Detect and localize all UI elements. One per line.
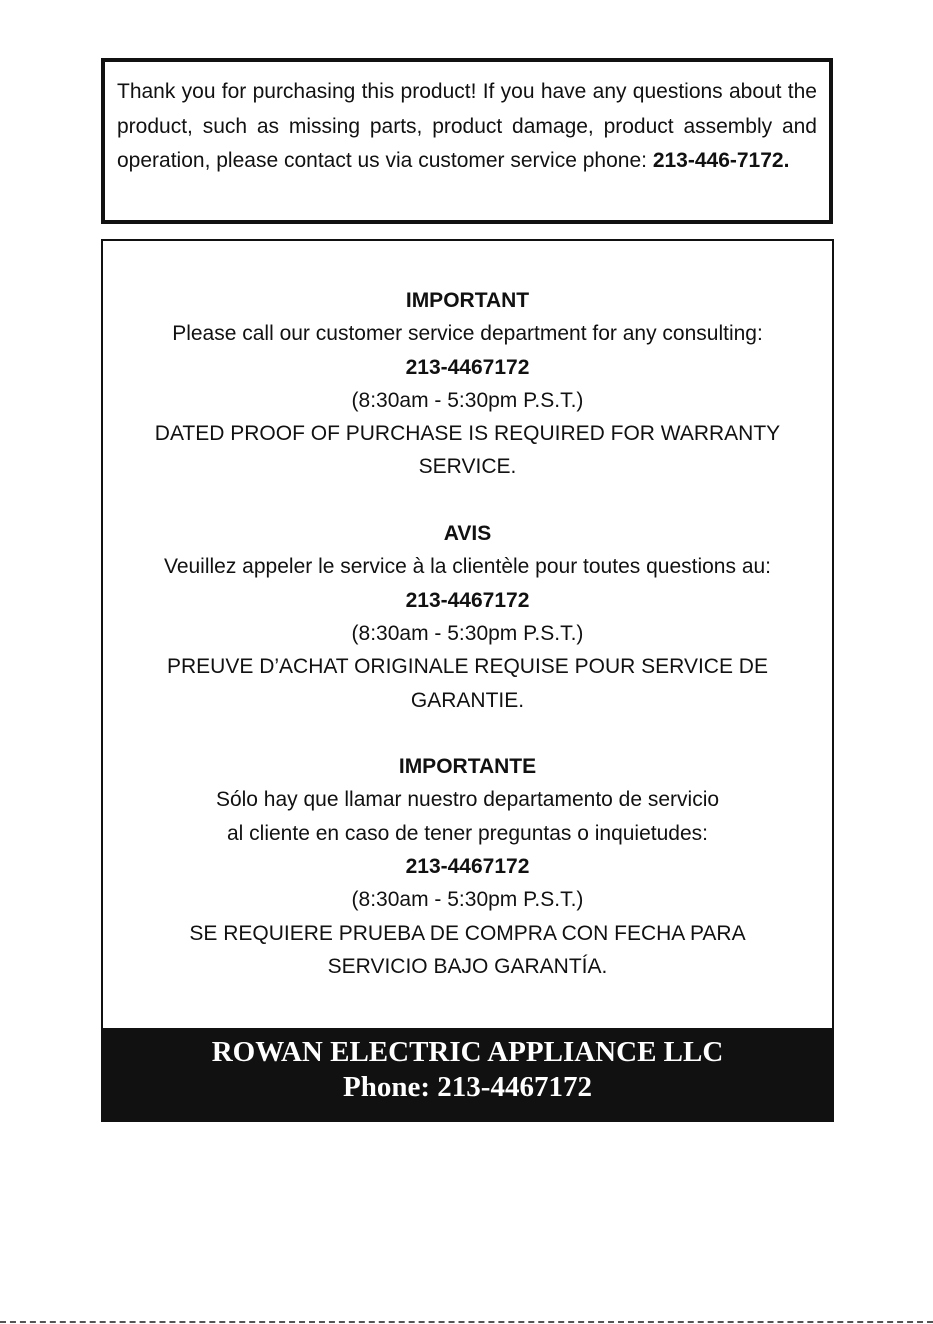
notice-warranty-line: SE REQUIERE PRUEBA DE COMPRA CON FECHA PARA xyxy=(189,921,746,945)
footer-bar xyxy=(101,1028,834,1122)
notice-hours: (8:30am - 5:30pm P.S.T.) xyxy=(351,888,584,912)
notice-warranty-line: PREUVE D’ACHAT ORIGINALE REQUISE POUR SERVICE DE xyxy=(167,655,768,679)
notice-instruction: al cliente en caso de tener preguntas o inquietudes: xyxy=(226,821,708,845)
notice-phone: 213-4467172 xyxy=(405,355,530,379)
notice-warranty-line: SERVICIO BAJO GARANTÍA. xyxy=(327,954,608,978)
notice-box xyxy=(101,239,834,1122)
notice-phone: 213-4467172 xyxy=(405,588,530,612)
thanks-message xyxy=(117,75,817,179)
notice-section-french xyxy=(103,517,832,717)
footer-company-name: ROWAN ELECTRIC APPLIANCE LLC xyxy=(211,1036,724,1068)
notice-instruction: Sólo hay que llamar nuestro departamento de servicio xyxy=(215,788,720,812)
notice-instruction: Please call our customer service department for any consulting: xyxy=(172,322,763,346)
notice-warranty-line: SERVICE. xyxy=(418,455,517,479)
notice-hours: (8:30am - 5:30pm P.S.T.) xyxy=(351,388,584,412)
notice-heading: IMPORTANTE xyxy=(398,755,537,779)
notice-heading: AVIS xyxy=(443,522,492,546)
thanks-message-text: Thank you for purchasing this product! If you have any questions about the product, such as missing parts, product damage, product assembly and operation, please contact us via customer service phone: xyxy=(117,80,817,172)
notice-section-spanish xyxy=(103,750,832,983)
notice-hours: (8:30am - 5:30pm P.S.T.) xyxy=(351,621,584,645)
notice-warranty-line: GARANTIE. xyxy=(410,688,525,712)
notice-content xyxy=(103,284,832,983)
notice-heading: IMPORTANT xyxy=(405,289,530,312)
notice-section-english xyxy=(103,284,832,484)
thanks-phone: 213-446-7172. xyxy=(652,149,790,172)
notice-phone: 213-4467172 xyxy=(405,855,530,879)
notice-warranty-line: DATED PROOF OF PURCHASE IS REQUIRED FOR WARRANTY xyxy=(154,422,781,446)
notice-instruction: Veuillez appeler le service à la clientèle pour toutes questions au: xyxy=(163,555,772,579)
thanks-box xyxy=(101,58,833,224)
bottom-dashed-rule xyxy=(0,1321,933,1323)
footer-phone: Phone: 213-4467172 xyxy=(343,1071,592,1103)
